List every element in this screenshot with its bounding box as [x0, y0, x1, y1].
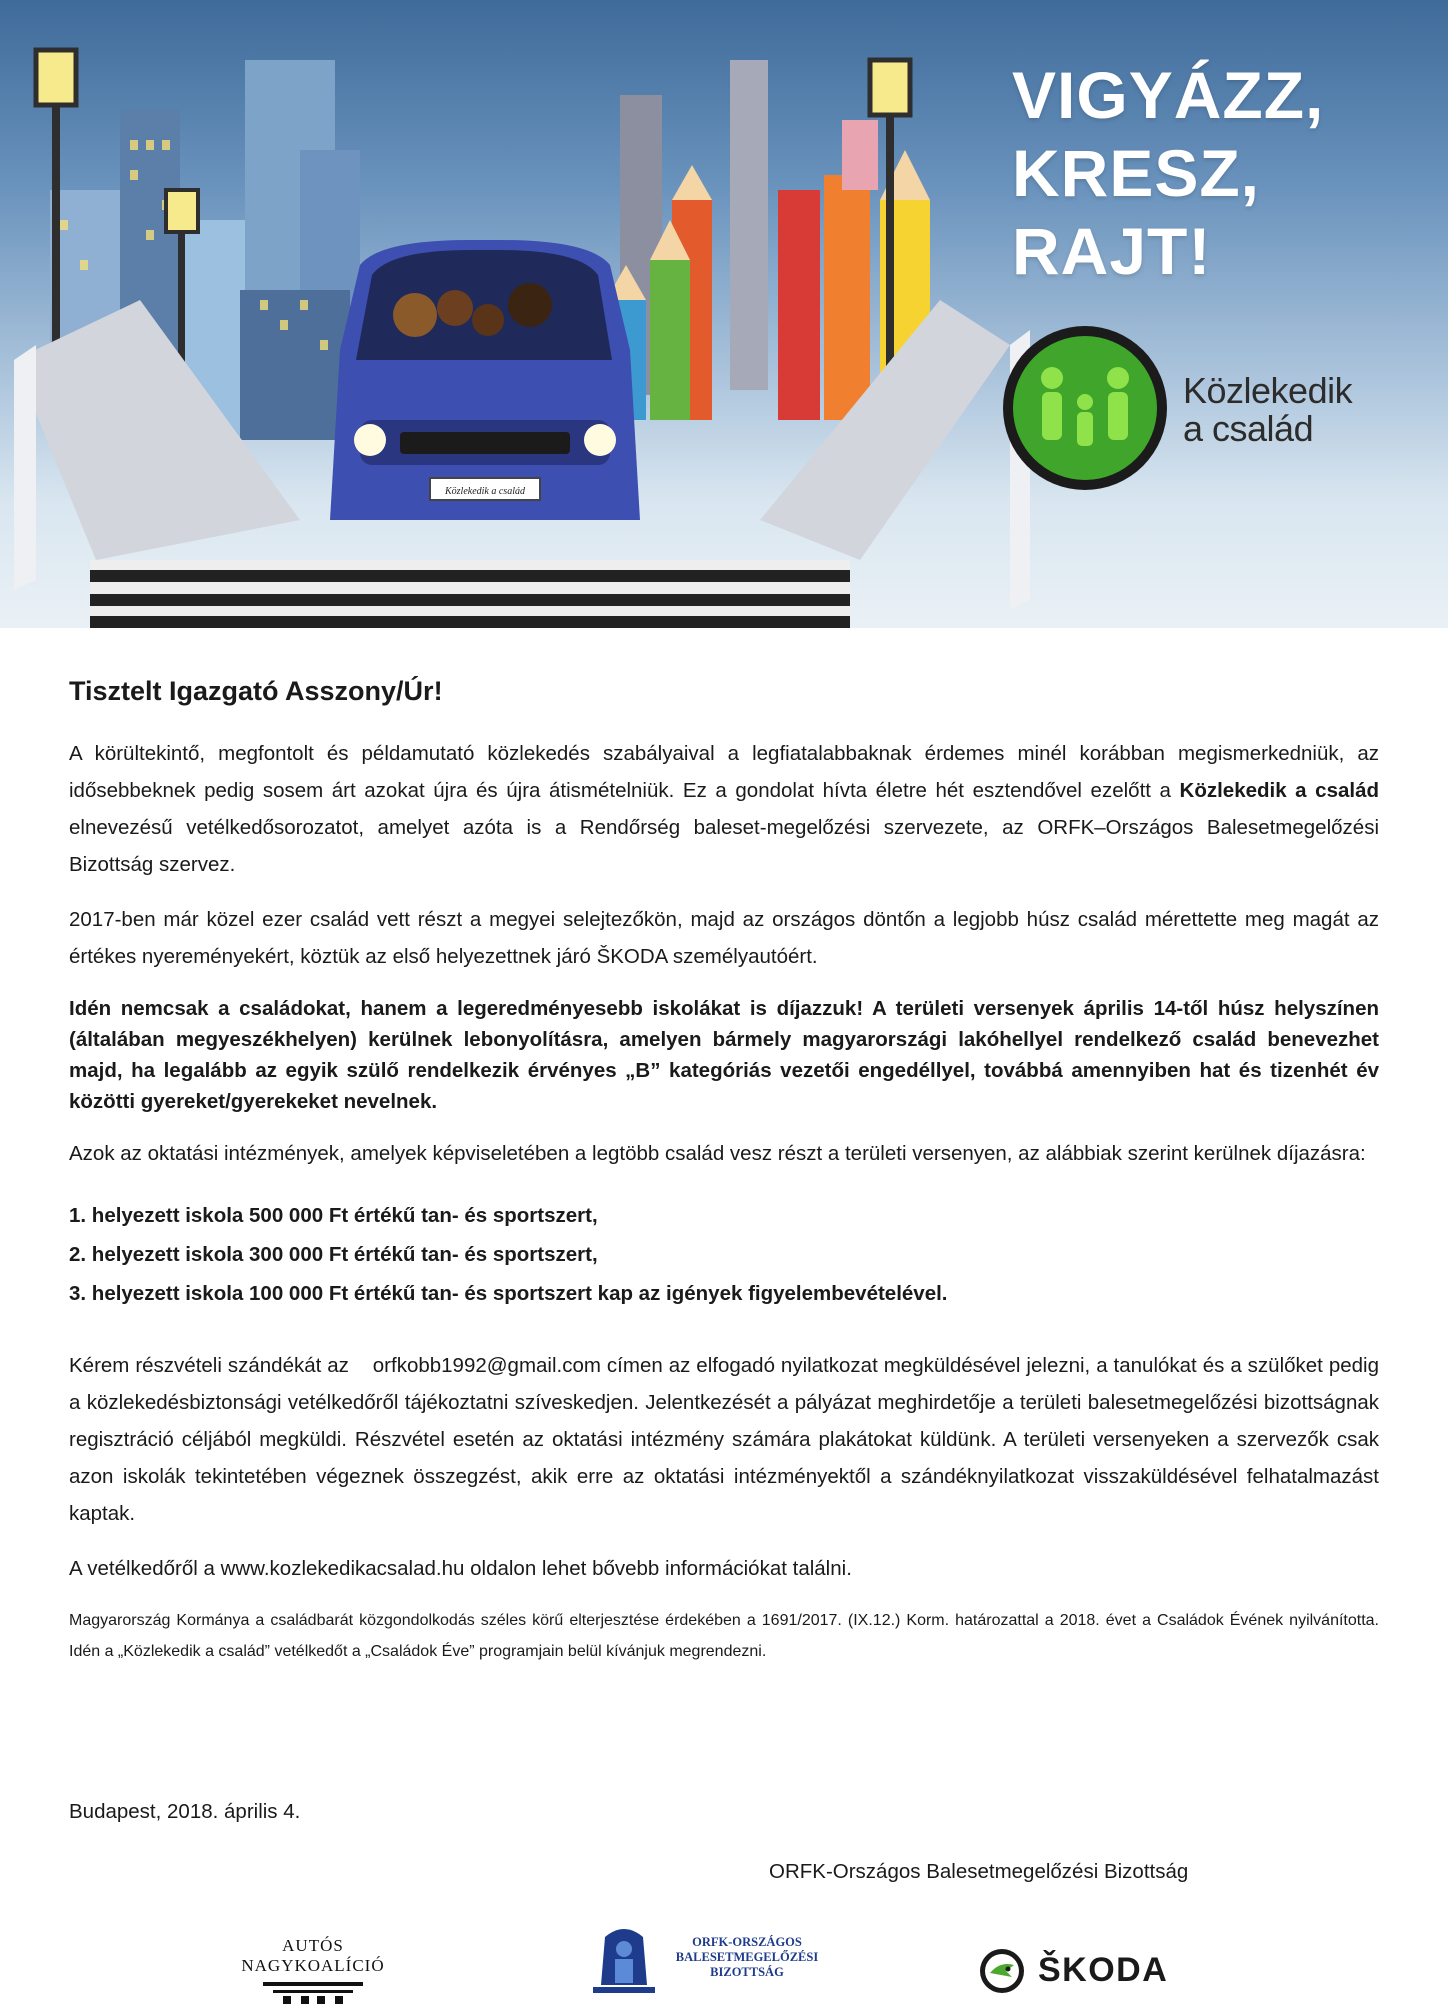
orfk-line-3: BIZOTTSÁG	[710, 1965, 784, 1979]
contest-name: Közlekedik a család	[1179, 779, 1379, 802]
checkered-road	[90, 560, 850, 628]
letter-date: Budapest, 2018. április 4.	[69, 1800, 301, 1823]
prize-list	[69, 1196, 1379, 1313]
headline	[1012, 56, 1324, 290]
paragraph-intro-end: elnevezésű vetélkedősorozatot, amelyet azóta is a Rendőrség baleset-megelőzési szervezete, az ORFK–Országos Balesetmegelőzési Bizottság szervez.	[69, 816, 1379, 876]
registration-end: címen az elfogadó nyilatkozat megküldésével jelezni, a tanulókat és a szülőket pedig a közlekedésbiztonsági vetélkedőről tájékoztatni szíveskedjen. Jelentkezését a pályázat meghirdetője a területi balesetmegelőzési bizottságnak regisztráció céljából megküldi. Részvétel esetén az oktatási intézmény számára plakátokat küldünk. A területi versenyeken a szervezők csak azon iskolák tekintetében végeznek összegzést, akik erre az oktatási intézményektől a szándéknyilatkozat visszaküldésével felhatalmazást kaptak.	[69, 1354, 1379, 1525]
headline-line-3: RAJT!	[1012, 214, 1212, 288]
registration-start: Kérem részvételi szándékát az	[69, 1354, 355, 1377]
letter-body	[69, 676, 1379, 1695]
brand-line-2: a család	[1183, 408, 1314, 449]
autos-logo-text: AUTÓS NAGYKOALÍCIÓ	[241, 1936, 385, 1975]
orfk-line-1: ORFK-ORSZÁGOS	[692, 1935, 802, 1949]
prize-item: 1. helyezett iskola 500 000 Ft értékű tan- és sportszert,	[69, 1204, 598, 1227]
skoda-wordmark: ŠKODA	[1038, 1951, 1169, 1989]
paragraph-website: A vetélkedőről a www.kozlekedikacsalad.hu oldalon lehet bővebb információkat találni.	[69, 1557, 852, 1580]
ornament-icon	[253, 1976, 373, 2006]
car-illustration	[330, 240, 640, 520]
salutation: Tisztelt Igazgató Asszony/Úr!	[69, 676, 443, 706]
headline-line-2: KRESZ,	[1012, 136, 1261, 210]
skoda-emblem-icon	[978, 1947, 1026, 1995]
paragraph-intro	[69, 735, 1379, 883]
paragraph-intro-start: A körültekintő, megfontolt és példamutató közlekedés szabályaival a legfiatalabbaknak érdemes minél korábban megismerkedniük, az idősebbeknek pedig sosem árt azokat újra és újra átismételniük. Ez a gondolat hívta életre hét esztendővel ezelőtt a	[69, 742, 1379, 802]
family-traffic-light-logo	[1003, 326, 1167, 490]
signature: ORFK-Országos Balesetmegelőzési Bizottság	[769, 1860, 1189, 1883]
email-address[interactable]: orfkobb1992@gmail.com	[372, 1354, 601, 1377]
footnote: Magyarország Kormánya a családbarát közgondolkodás széles körű elterjesztése érdekében a 1691/2017. (IX.12.) Korm. határozattal a 2018. évet a Családok Évének nyilvánította. Idén a „Közlekedik a család” vetélkedőt a „Családok Éve” programjain belül kívánjuk megrendezni.	[69, 1612, 1379, 1660]
brand-text	[1183, 372, 1352, 448]
header-banner	[0, 0, 1448, 628]
brand-line-1: Közlekedik	[1183, 370, 1353, 411]
prize-item: 2. helyezett iskola 300 000 Ft értékű tan- és sportszert,	[69, 1243, 598, 1266]
license-plate: Közlekedik a család	[445, 486, 525, 497]
orfk-logo-text	[663, 1935, 831, 1980]
paragraph-schools: Idén nemcsak a családokat, hanem a legeredményesebb iskolákat is díjazzuk! A területi versenyek április 14-től húsz helyszínen (általában megyeszékhelyen) kerülnek lebonyolításra, amelyen bármely magyarországi lakóhellyel rendelkező család benevezhet majd, ha legalább az egyik szülő rendelkezik érvényes „B” kategóriás vezetői engedéllyel, továbbá amennyiben hat és tizenhét év közötti gyereket/gyerekeket nevelnek.	[69, 997, 1379, 1113]
prize-item: 3. helyezett iskola 100 000 Ft értékű tan- és sportszert kap az igények figyelembevételével.	[69, 1282, 948, 1305]
paragraph-awards: Azok az oktatási intézmények, amelyek képviseletében a legtöbb család vesz részt a területi versenyen, az alábbiak szerint kerülnek díjazásra:	[69, 1142, 1366, 1165]
police-emblem-icon	[585, 1925, 663, 1997]
paragraph-2017: 2017-ben már közel ezer család vett részt a megyei selejtezőkön, majd az országos döntőn a legjobb húsz család mérettette meg magát az értékes nyereményekért, köztük az első helyezettnek járó ŠKODA személyautóért.	[69, 908, 1379, 968]
orfk-line-2: BALESETMEGELŐZÉSI	[675, 1950, 819, 1964]
skoda-logo	[978, 1947, 1208, 1995]
paragraph-registration	[69, 1347, 1379, 1532]
headline-line-1: VIGYÁZZ,	[1012, 58, 1325, 132]
orfk-obb-logo	[585, 1925, 835, 1997]
